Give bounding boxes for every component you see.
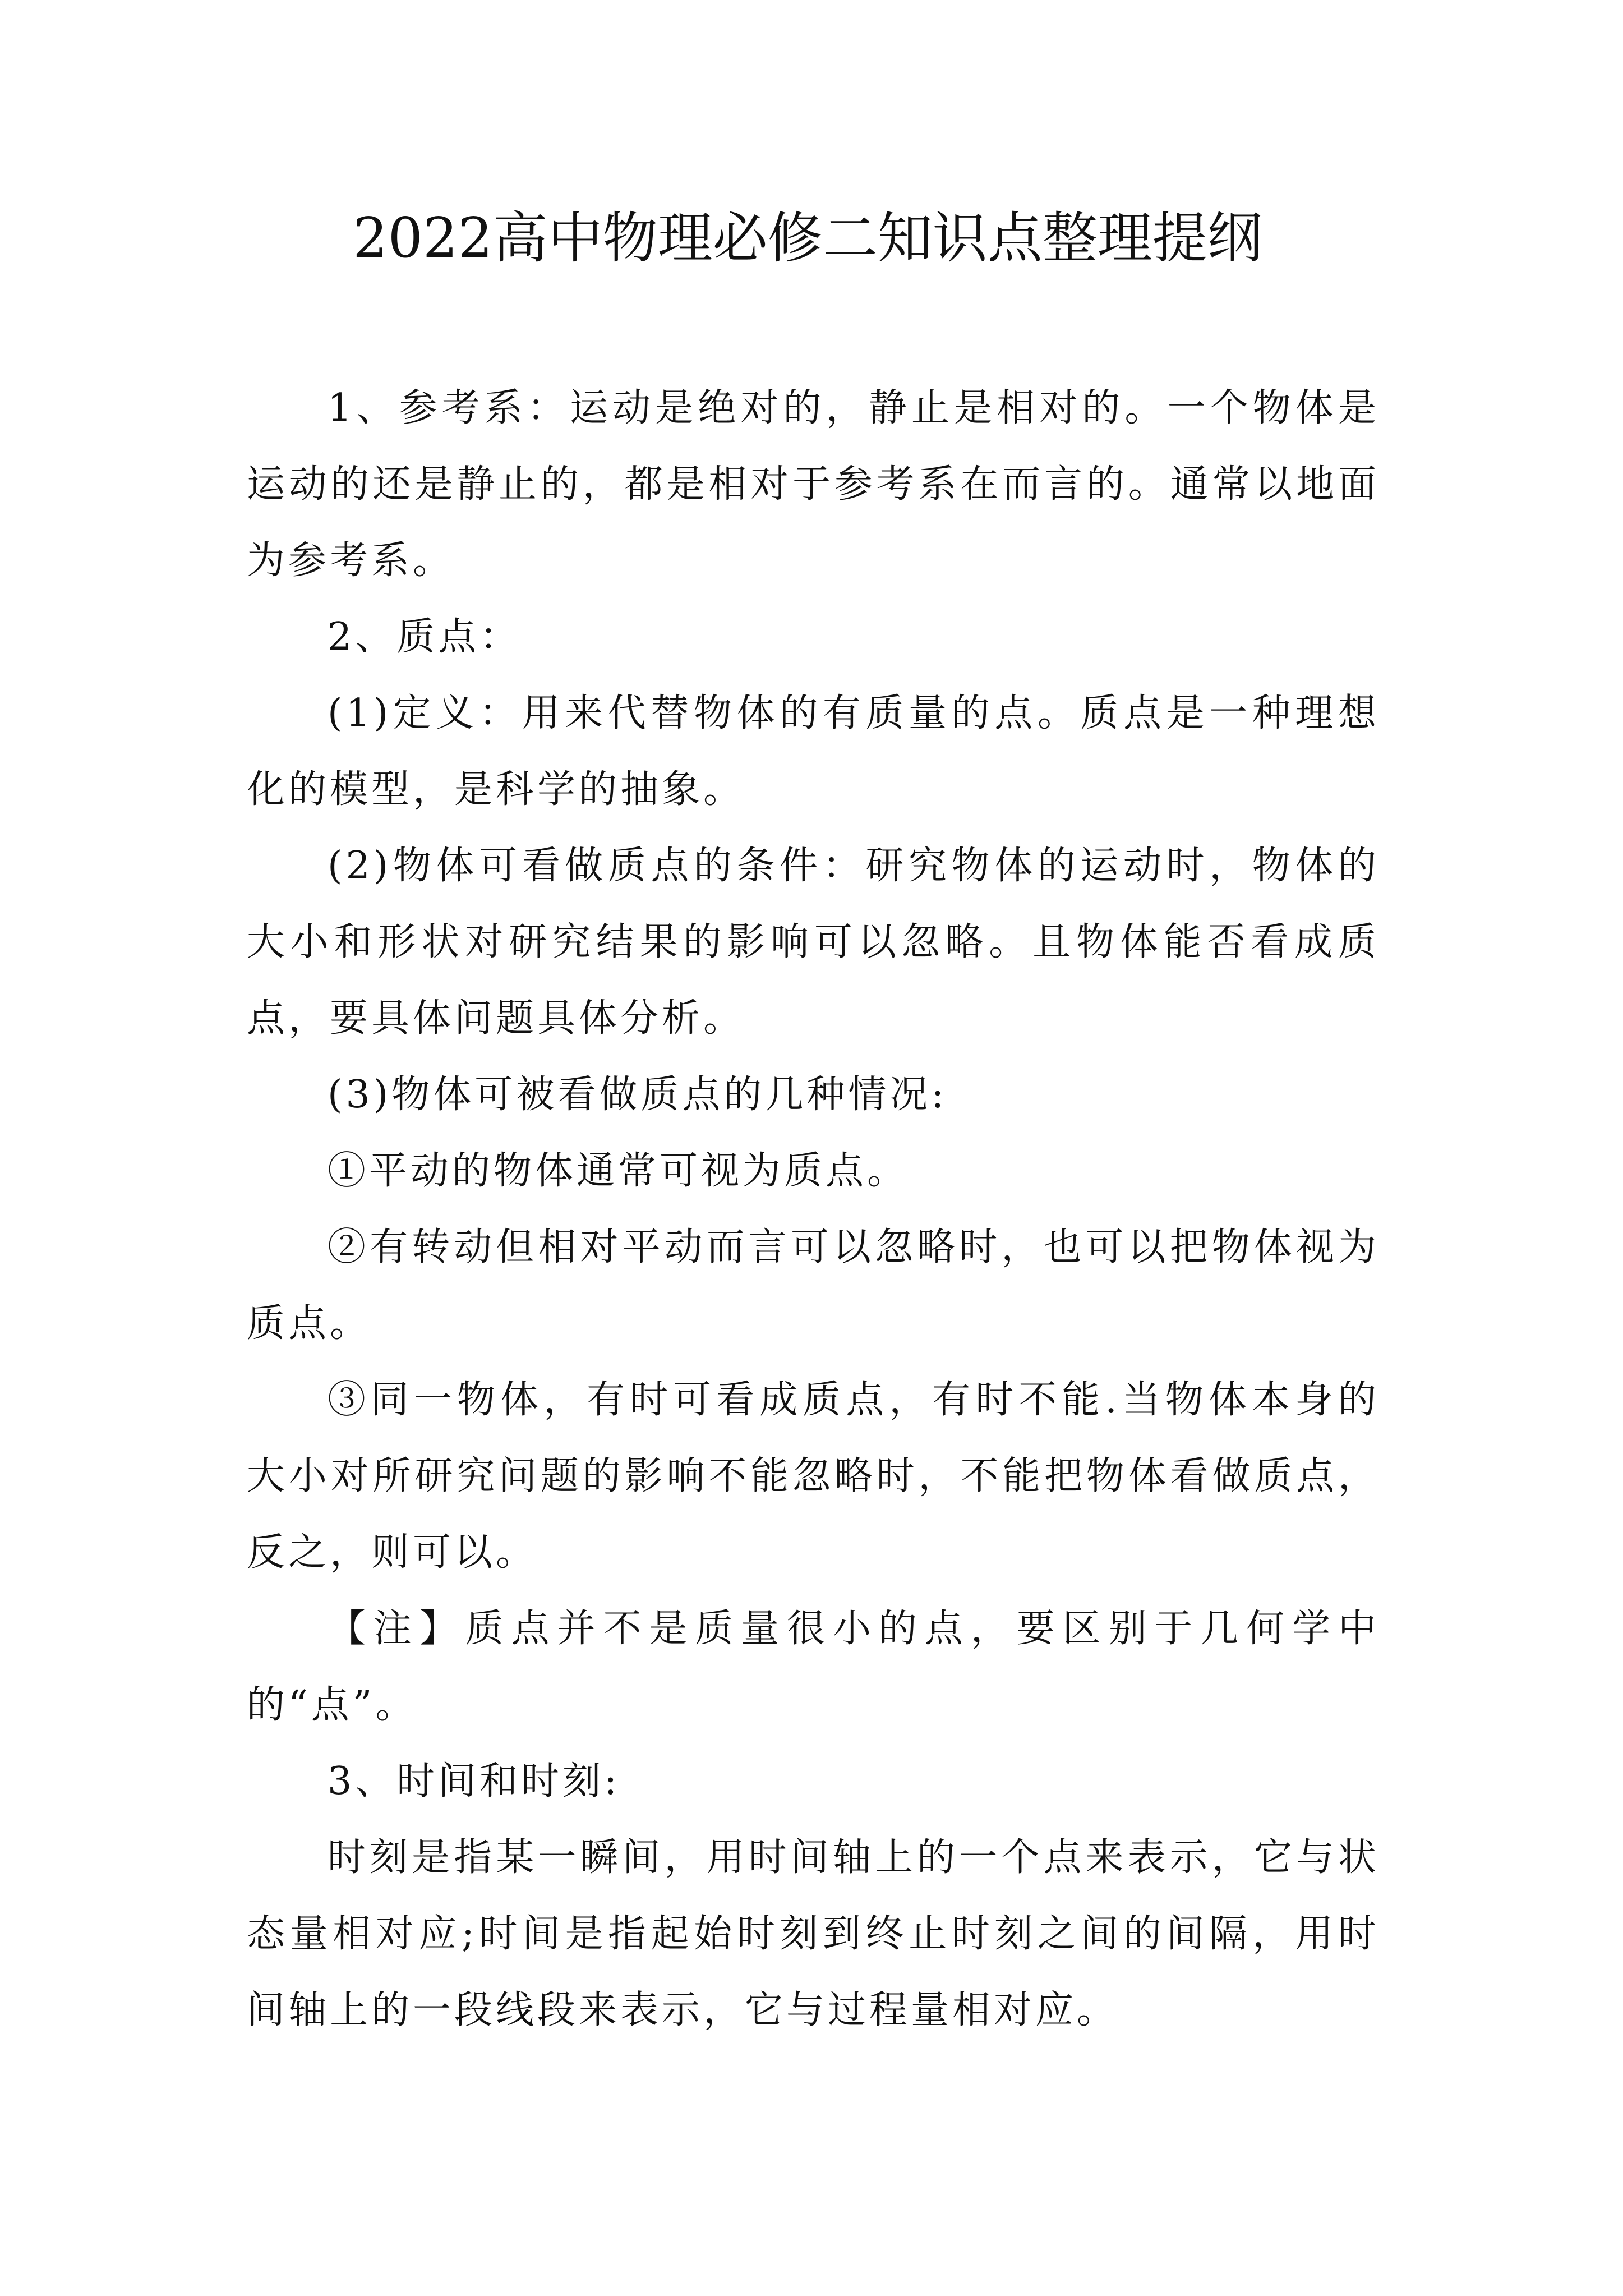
paragraph-case-3: ③同一物体，有时可看成质点，有时不能.当物体本身的大小对所研究问题的影响不能忽略时，不能把物体看做质点，反之，则可以。	[247, 1378, 1380, 1575]
paragraph-case-2: ②有转动但相对平动而言可以忽略时，也可以把物体视为质点。	[247, 1225, 1380, 1346]
paragraph-note: 【注】质点并不是质量很小的点，要区别于几何学中的“点”。	[247, 1607, 1380, 1727]
paragraph-particle-conditions: (2)物体可看做质点的条件：研究物体的运动时，物体的大小和形状对研究结果的影响可以忽略。且物体能否看成质点，要具体问题具体分析。	[247, 844, 1380, 1041]
paragraph-reference-frame: 1、参考系：运动是绝对的，静止是相对的。一个物体是运动的还是静止的，都是相对于参考系在而言的。通常以地面为参考系。	[247, 386, 1380, 583]
paragraph-time-definition: 时刻是指某一瞬间，用时间轴上的一个点来表示，它与状态量相对应;时间是指起始时刻到终止时刻之间的间隔，用时间轴上的一段线段来表示，它与过程量相对应。	[247, 1835, 1380, 2032]
paragraph-time-heading: 3、时间和时刻:	[328, 1759, 621, 1803]
paragraph-particle-heading: 2、质点：	[328, 615, 522, 659]
document-body	[247, 370, 1380, 2049]
paragraph-particle-definition: (1)定义：用来代替物体的有质量的点。质点是一种理想化的模型，是科学的抽象。	[247, 691, 1380, 812]
document-title: 2022高中物理必修二知识点整理提纲	[353, 206, 1262, 270]
paragraph-case-1: ①平动的物体通常可视为质点。	[328, 1149, 909, 1193]
paragraph-particle-cases-heading: (3)物体可被看做质点的几种情况:	[328, 1073, 948, 1117]
